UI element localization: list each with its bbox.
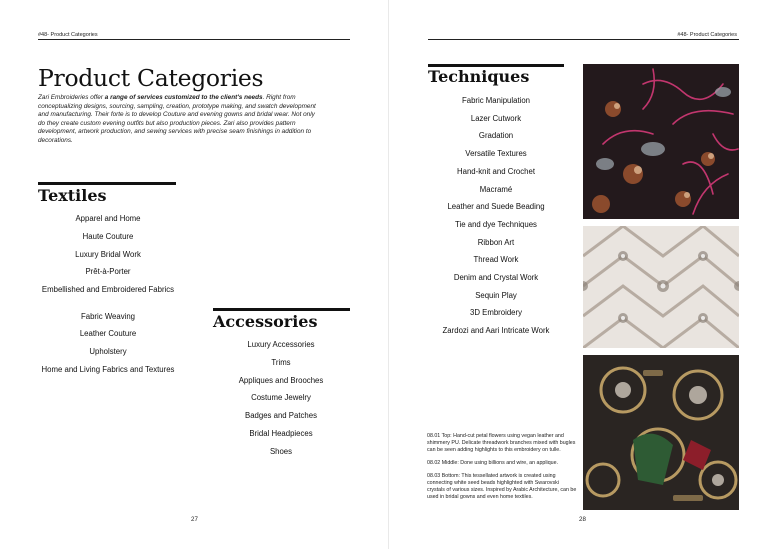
header-rule	[428, 39, 739, 40]
left-page	[0, 0, 388, 549]
intro-text-end: . Right from conceptualizing designs, sourcing, sampling, creation, prototype making, and swatch development and manufacturing. Their forte is to develop Couture and evening gowns and bridal wear. Not only do they create custom evening outfits but also production pieces. Zari also provides pattern development, artwork production, and sewing services with precise seam finishings in addition to decorations.	[38, 94, 316, 144]
embroidery-photo-middle	[583, 226, 739, 348]
intro-paragraph	[38, 94, 323, 146]
list-item: Haute Couture	[82, 232, 134, 241]
textiles-list	[38, 214, 178, 384]
accessories-list	[212, 340, 350, 460]
header-rule	[38, 39, 350, 40]
list-item: Home and Living Fabrics and Textures	[41, 365, 175, 374]
embroidery-photo-top	[583, 64, 739, 219]
right-page	[389, 0, 777, 549]
list-item: Ribbon Art	[477, 237, 515, 247]
techniques-heading: Techniques	[428, 67, 530, 86]
list-item: Denim and Crystal Work	[453, 273, 539, 282]
list-item: Lazer Cutwork	[470, 113, 522, 123]
list-item: Versatile Textures	[465, 149, 527, 159]
embroidery-photo-white-beads-icon	[583, 226, 739, 348]
list-item: Fabric Manipulation	[461, 96, 531, 105]
list-item: Prêt-à-Porter	[85, 267, 131, 276]
list-item: Embellished and Embroidered Fabrics	[41, 285, 175, 294]
list-item: Upholstery	[89, 347, 127, 356]
list-item: Leather and Suede Beading	[447, 202, 545, 212]
list-item: Bridal Headpieces	[249, 429, 313, 438]
list-item: Luxury Accessories	[247, 340, 315, 349]
list-item: Gradation	[478, 131, 514, 141]
embroidery-photo-dark-floral-icon	[583, 64, 739, 219]
caption-middle: 08.02 Middle: Done using billions and wire, an applique.	[427, 460, 559, 466]
running-head: #48- Product Categories	[38, 32, 98, 38]
running-head: #48- Product Categories	[677, 32, 737, 38]
list-item: Trims	[271, 358, 291, 367]
caption-bottom: 08.03 Bottom: This tessellated artwork is created using connecting white seed beads highlighted with Swarovski crystals of various sizes. Inspired by Arabic Architecture, can be used in bridal gowns and even home textiles.	[427, 473, 577, 500]
embroidery-photo-bottom	[583, 355, 739, 510]
list-item: Badges and Patches	[245, 411, 317, 420]
photo-captions	[427, 433, 577, 507]
list-item: Apparel and Home	[75, 214, 141, 223]
textiles-heading-bar	[38, 182, 176, 185]
list-item: Luxury Bridal Work	[75, 250, 141, 259]
intro-text-start: Zari Embroideries offer	[38, 94, 105, 101]
accessories-heading: Accessories	[213, 312, 318, 331]
list-item: Shoes	[269, 447, 293, 456]
textiles-heading: Textiles	[38, 186, 107, 205]
list-item: Hand-knit and Crochet	[456, 166, 535, 176]
page-number: 27	[191, 516, 198, 523]
list-item: Thread Work	[473, 255, 519, 265]
accessories-heading-bar	[213, 308, 350, 311]
list-item: Tie and dye Techniques	[455, 219, 537, 229]
list-item: Sequin Play	[475, 290, 517, 300]
list-item: Zardozi and Aari Intricate Work	[442, 326, 550, 336]
embroidery-photo-applique-badges-icon	[583, 355, 739, 510]
list-item: Costume Jewelry	[251, 393, 311, 402]
intro-text-bold: a range of services customized to the client's needs	[104, 94, 263, 101]
list-item: Leather Couture	[79, 329, 137, 338]
techniques-list	[427, 96, 565, 336]
list-item: Appliques and Brooches	[238, 376, 324, 385]
page-title: Product Categories	[38, 64, 264, 92]
caption-top: 08.01 Top: Hand-cut petal flowers using vegan leather and shimmery PU. Delicate threadwork branches mixed with bugles can be seen adding highlights to this embroidery on tulle.	[427, 433, 576, 453]
page-number: 28	[579, 516, 586, 523]
list-item: 3D Embroidery	[470, 308, 522, 318]
list-item: Fabric Weaving	[80, 312, 136, 321]
list-item: Macramé	[479, 184, 513, 194]
